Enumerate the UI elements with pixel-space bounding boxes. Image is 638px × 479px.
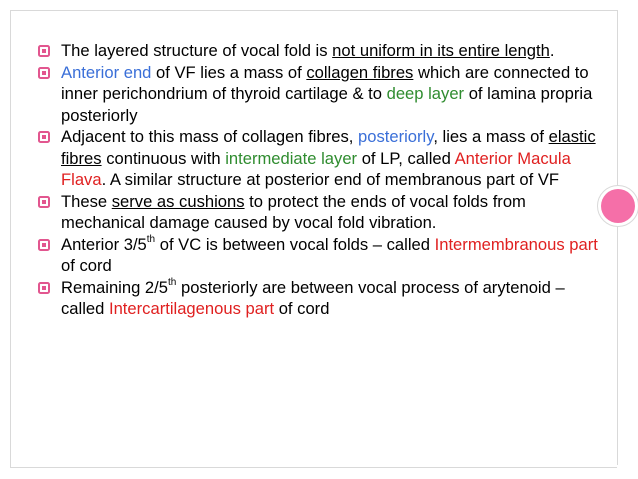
bullet-segment: Anterior Macula Flava xyxy=(61,148,571,189)
bullet-segment: continuous with xyxy=(101,148,226,168)
bullet-item xyxy=(38,62,598,127)
bullet-text xyxy=(61,127,596,189)
bullet-text xyxy=(61,63,592,125)
bullet-marker-icon xyxy=(38,196,50,208)
bullet-item xyxy=(38,234,598,277)
bullet-segment: Intercartilagenous part xyxy=(108,299,275,318)
bullet-segment: Remaining 2/5 xyxy=(61,277,169,297)
bullet-segment: of cord xyxy=(274,299,330,318)
bullet-segment: . A similar structure at posterior end of membranous part of VF xyxy=(101,170,560,189)
bullet-segment: The layered structure of vocal fold is xyxy=(61,41,333,60)
bullet-segment: not uniform in its entire length xyxy=(332,41,550,60)
bullet-marker-icon xyxy=(38,67,50,79)
bullet-segment: Anterior 3/5 xyxy=(61,234,147,254)
bullet-segment: of VC is between vocal folds – called xyxy=(155,234,435,254)
bullet-segment: deep layer xyxy=(386,84,465,103)
bullet-segment: posteriorly are between vocal process of arytenoid – called xyxy=(61,277,565,318)
bullet-segment: , lies a mass of xyxy=(433,127,549,146)
bullet-text xyxy=(61,235,598,276)
bullet-text xyxy=(61,192,526,233)
bullet-segment: collagen fibres xyxy=(306,62,414,82)
bullet-item xyxy=(38,126,598,191)
bullet-list xyxy=(38,40,598,320)
bullet-marker-icon xyxy=(38,45,50,57)
bullet-segment: intermediate layer xyxy=(225,148,358,168)
bullet-segment: posteriorly xyxy=(358,127,434,146)
bullet-segment: Anterior end xyxy=(61,62,152,82)
bullet-segment: serve as cushions xyxy=(111,191,245,211)
bullet-item xyxy=(38,277,598,320)
bullet-segment: th xyxy=(146,233,156,245)
bullet-marker-icon xyxy=(38,131,50,143)
bullet-text xyxy=(61,41,554,60)
bullet-segment: to protect the ends of vocal folds from mechanical damage caused by vocal fold vibration. xyxy=(61,191,526,232)
bullet-text xyxy=(61,278,565,319)
bullet-item xyxy=(38,191,598,234)
bullet-marker-icon xyxy=(38,239,50,251)
bullet-segment: . xyxy=(549,41,555,60)
right-edge-bar xyxy=(617,0,638,479)
decorative-pink-circle xyxy=(601,189,635,223)
bullet-segment: These xyxy=(61,191,112,211)
bullet-segment: of VF lies a mass of xyxy=(151,62,307,82)
bullet-item xyxy=(38,40,598,62)
bullet-segment: of cord xyxy=(61,256,112,275)
right-edge-line xyxy=(617,10,618,465)
bullet-segment: elastic fibres xyxy=(61,127,596,168)
bullet-segment: of lamina propria posteriorly xyxy=(61,84,593,125)
bullet-segment: Adjacent to this mass of collagen fibres, xyxy=(61,127,358,146)
bullet-marker-icon xyxy=(38,282,50,294)
bullet-segment: of LP, called xyxy=(357,148,455,168)
bullet-segment: which are connected to inner perichondrium of thyroid cartilage & to xyxy=(61,62,589,103)
bullet-segment: Intermembranous part xyxy=(434,234,598,254)
bullet-segment: th xyxy=(168,276,177,288)
